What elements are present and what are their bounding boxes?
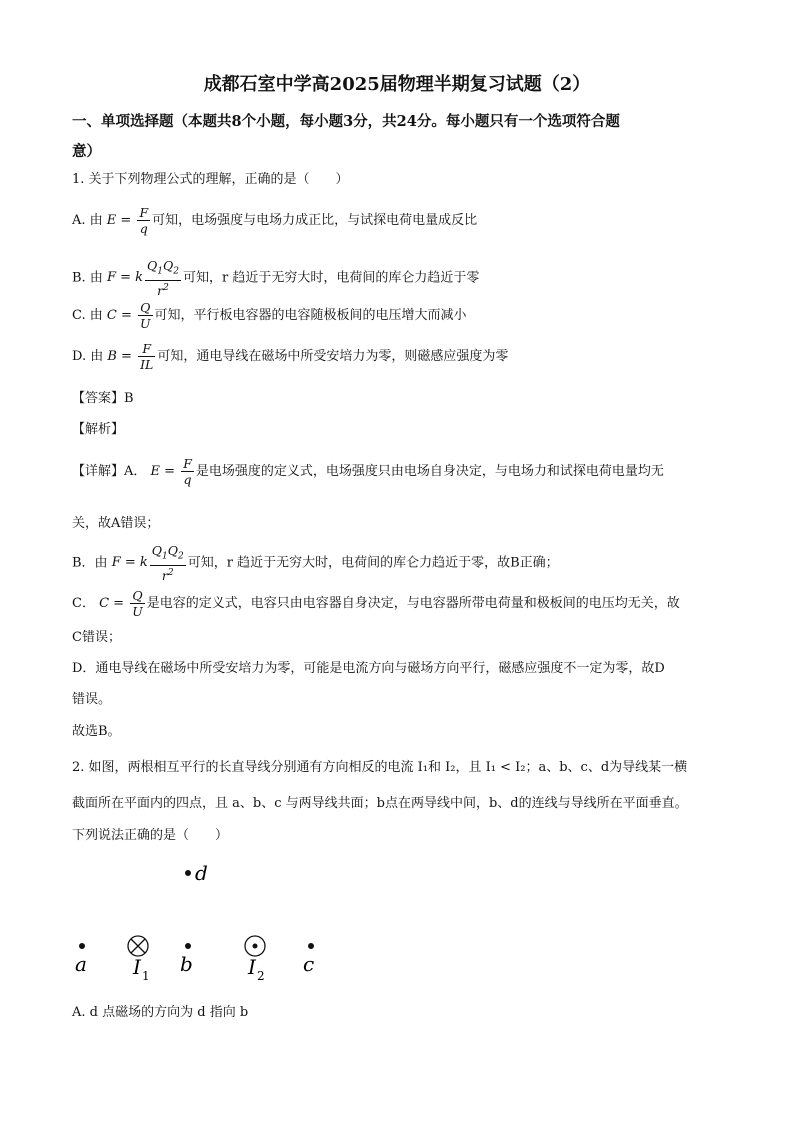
q2-line1: 2. 如图，两根相互平行的长直导线分别通有方向相反的电流 I₁和 I₂，且 I₁ < I₂；a、b、c、d为导线某一横 xyxy=(72,760,688,775)
wire-i1-label: I xyxy=(133,955,141,979)
q1-detail-a-text1: 是电场强度的定义式，电场强度只由电场自身决定，与电场力和试探电荷电量均无 xyxy=(195,464,664,479)
q1-detail-d-text1: D．通电导线在磁场中所受安培力为零，可能是电流方向与磁场方向平行，磁感应强度不一定为零，故D xyxy=(72,661,665,676)
q1-detail-c xyxy=(72,588,680,619)
wire-i2-label: I xyxy=(248,955,256,979)
wires-figure xyxy=(60,850,340,990)
q1-option-b-text: 可知，r 趋近于无穷大时，电荷间的库仑力趋近于零 xyxy=(183,270,480,286)
q1-option-c xyxy=(72,300,467,331)
point-d-dot xyxy=(185,870,191,876)
q1-option-a-label: A. 由 xyxy=(72,213,103,228)
q1-option-a xyxy=(72,205,477,236)
q1-option-d-text: 可知，通电导线在磁场中所受安培力为零，则磁感应强度为零 xyxy=(157,349,509,364)
q1-detail-c-text1: 是电容的定义式，电容只由电容器自身决定，与电容器所带电荷量和极板间的电压均无关，故 xyxy=(146,596,680,611)
point-d-label: d xyxy=(195,861,208,885)
q1-option-c-text: 可知，平行板电容器的电容随极板间的电压增大而减小 xyxy=(154,308,467,323)
q1-stem: 1. 关于下列物理公式的理解，正确的是（ ） xyxy=(72,172,349,187)
formula-c-q-u-detail: C = $\frac{Q}{U}$ xyxy=(99,588,143,619)
q1-option-d-label: D. 由 xyxy=(72,349,104,364)
q1-detail-c-prefix: C． xyxy=(72,596,95,611)
q2-line2: 截面所在平面内的四点，且 a、b、c 与两导线共面；b点在两导线中间，b、d的连线与导线所在平面垂直。 xyxy=(72,796,688,811)
q1-option-c-label: C. 由 xyxy=(72,308,103,323)
q1-option-d xyxy=(72,341,508,372)
formula-c-q-u: C = $\frac{Q}{U}$ xyxy=(106,300,151,331)
point-a-dot xyxy=(79,943,85,949)
q1-answer: 【答案】B xyxy=(72,391,134,406)
wire-i1-sub: 1 xyxy=(142,969,150,983)
page-title: 成都石室中学高2025届物理半期复习试题（2） xyxy=(203,74,591,95)
q1-detail-b xyxy=(72,543,559,583)
formula-e-f-q-detail: E = $\frac{F}{q}$ xyxy=(150,456,192,487)
q1-option-b-label: B. 由 xyxy=(72,270,103,286)
wire-i2-sub: 2 xyxy=(257,969,265,983)
section-heading-line2: 意） xyxy=(72,143,101,160)
formula-coulomb-detail: F = k $\frac{Q_1Q_2}{r^2}$ xyxy=(111,543,184,583)
q1-detail-b-prefix: B．由 xyxy=(72,555,108,571)
q1-detail-c-text2: C错误； xyxy=(72,630,121,645)
q2-option-a: A. d 点磁场的方向为 d 指向 b xyxy=(72,1005,249,1020)
q1-detail-a-prefix: 【详解】A． xyxy=(72,464,147,479)
q1-detail-a xyxy=(72,456,664,487)
wire-i1-into-page-icon xyxy=(128,936,148,956)
point-b-label: b xyxy=(180,952,193,976)
point-a-label: a xyxy=(75,952,87,976)
point-c-label: c xyxy=(303,952,315,976)
q1-analysis-label: 【解析】 xyxy=(72,422,125,437)
q1-detail-b-text: 可知，r 趋近于无穷大时，电荷间的库仑力趋近于零，故B正确； xyxy=(187,555,559,571)
formula-b-f-il: B = $\frac{F}{IL}$ xyxy=(107,341,154,372)
q1-detail-a-text2: 关，故A错误； xyxy=(72,516,160,531)
formula-coulomb: F = k $\frac{Q_1Q_2}{r^2}$ xyxy=(106,258,179,298)
q1-option-b xyxy=(72,258,479,298)
section-heading-line1: 一、单项选择题（本题共8个小题，每小题3分，共24分。每小题只有一个选项符合题 xyxy=(72,113,620,130)
point-c-dot xyxy=(308,943,314,949)
q1-conclusion: 故选B。 xyxy=(72,724,121,739)
wire-i2-out-of-page-icon xyxy=(245,936,265,956)
point-b-dot xyxy=(185,943,191,949)
q1-detail-d-text2: 错误。 xyxy=(72,692,112,707)
q1-option-a-text: 可知，电场强度与电场力成正比，与试探电荷电量成反比 xyxy=(152,213,478,228)
formula-e-f-q: E = $\frac{F}{q}$ xyxy=(106,205,149,236)
q2-line3: 下列说法正确的是（ ） xyxy=(72,828,229,843)
